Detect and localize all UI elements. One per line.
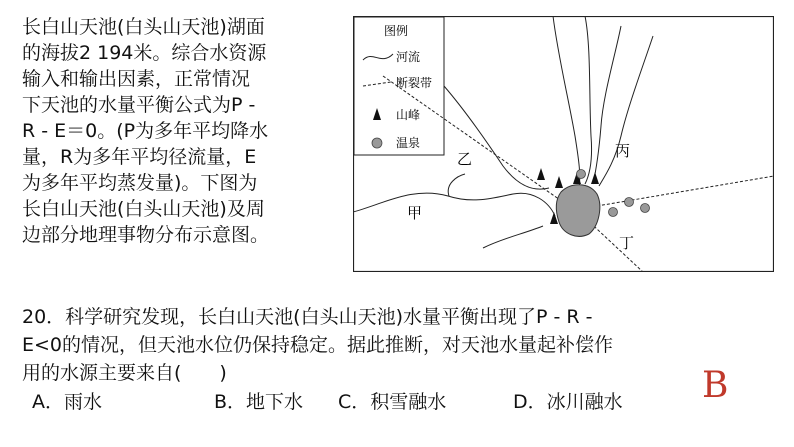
option-d[interactable]: D．冰川融水	[513, 391, 623, 413]
legend-spring-label: 温泉	[396, 136, 421, 150]
legend-spring-icon	[372, 138, 382, 148]
legend-river-label: 河流	[396, 50, 421, 64]
intro-line: 长白山天池(白头山天池)湖面	[22, 16, 265, 38]
hot-spring-icon	[641, 204, 650, 213]
intro-line: 下天池的水量平衡公式为P -	[22, 94, 256, 116]
answer-mark: B	[702, 365, 729, 406]
intro-line: 边部分地理事物分布示意图。	[22, 224, 270, 246]
tianchi-lake	[556, 185, 600, 237]
intro-line: 长白山天池(白头山天池)及周	[22, 198, 265, 220]
hot-spring-icon	[625, 198, 634, 207]
option-c[interactable]: C．积雪融水	[338, 391, 447, 413]
option-b[interactable]: B．地下水	[214, 391, 304, 413]
option-a[interactable]: A．雨水	[32, 391, 102, 413]
question-line: E<0的情况，但天池水位仍保持稳定。据此推断，对天池水量起补偿作	[22, 334, 614, 356]
legend-peak-label: 山峰	[396, 108, 421, 122]
question-stem	[22, 303, 772, 387]
tianchi-map	[353, 16, 774, 272]
legend-title: 图例	[384, 24, 409, 38]
intro-line: 输入和输出因素，正常情况	[22, 68, 251, 90]
intro-paragraph	[22, 14, 322, 248]
intro-line: R - E＝0。(P为多年平均降水	[22, 120, 269, 142]
label-jia: 甲	[407, 204, 423, 222]
legend-fault-label: 断裂带	[396, 76, 433, 90]
label-ding: 丁	[619, 234, 635, 252]
question-line: 用的水源主要来自( )	[22, 362, 227, 384]
label-bing: 丙	[615, 142, 631, 160]
intro-line: 的海拔2 194米。综合水资源	[22, 42, 267, 64]
label-yi: 乙	[457, 150, 473, 168]
hot-spring-icon	[577, 170, 586, 179]
question-line: 20．科学研究发现，长白山天池(白头山天池)水量平衡出现了P - R -	[22, 306, 593, 328]
intro-line: 为多年平均蒸发量)。下图为	[22, 172, 258, 194]
intro-line: 量，R为多年平均径流量，E	[22, 146, 257, 168]
hot-spring-icon	[609, 208, 618, 217]
